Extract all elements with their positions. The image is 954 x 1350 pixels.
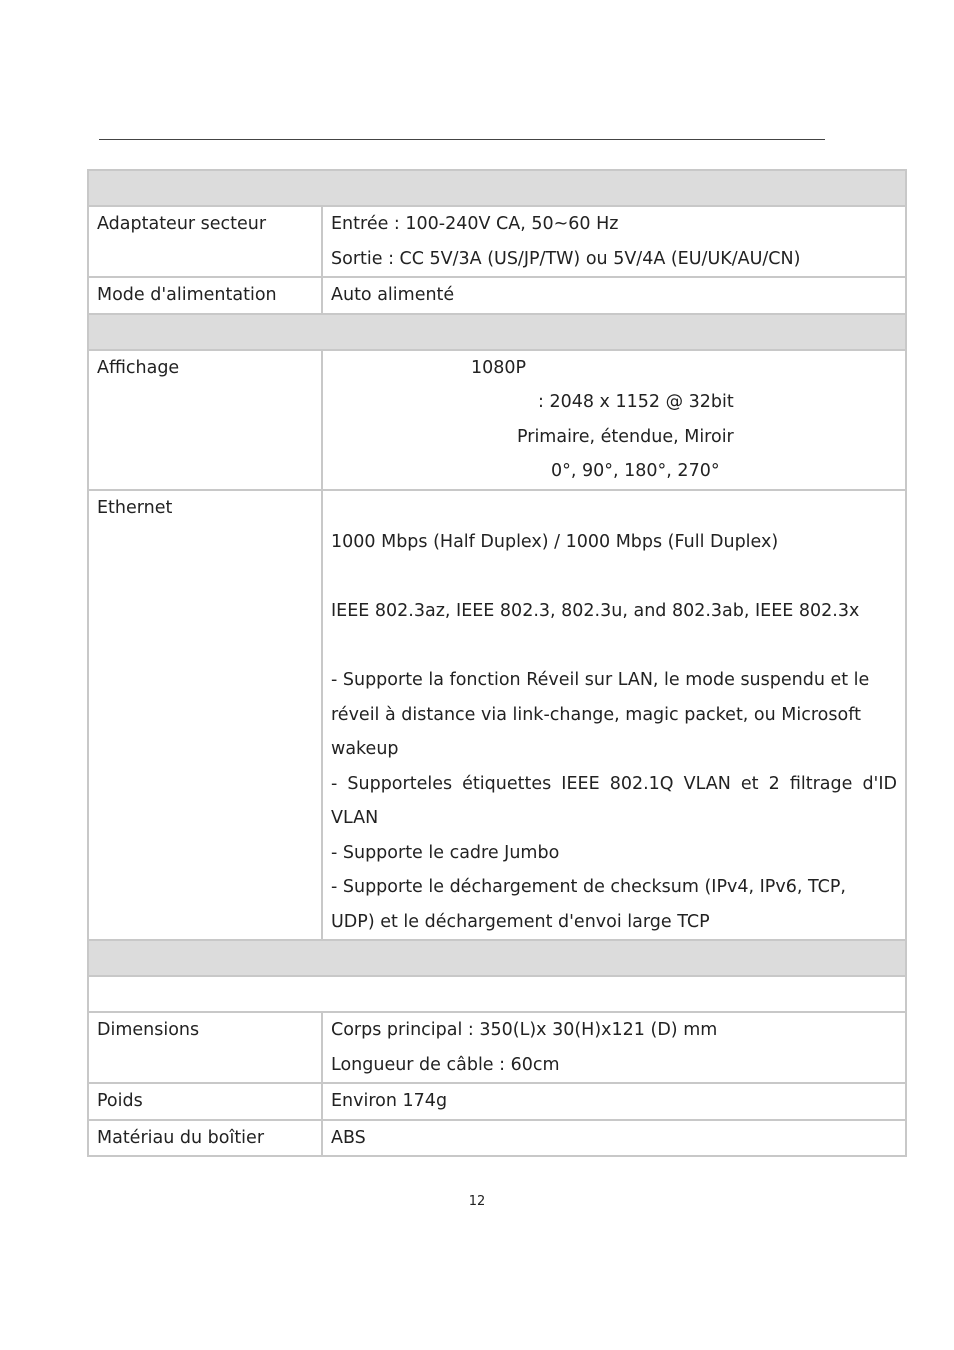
display-rotation-value: 0°, 90°, 180°, 270° (551, 461, 720, 481)
page-number: 12 (468, 1194, 486, 1209)
table-row-ethernet (88, 490, 906, 941)
spec-table (87, 169, 907, 1157)
display-modes-value: Primaire, étendue, Miroir (517, 426, 734, 447)
ethernet-feature-line: wakeup (331, 739, 399, 759)
row-label: Affichage (97, 357, 180, 378)
material-value: ABS (331, 1127, 366, 1148)
table-row-power-mode (88, 277, 906, 314)
ethernet-feature-line: - Supporte le cadre Jumbo (331, 842, 560, 863)
power-output-value: Sortie : CC 5V/3A (US/JP/TW) ou 5V/4A (EU/UK/AU/CN) (331, 248, 801, 269)
table-row-weight (88, 1083, 906, 1120)
dimensions-cable-value: Longueur de câble : 60cm (331, 1054, 560, 1075)
header-rule (99, 139, 825, 140)
section-header-display (88, 314, 906, 350)
table-row-display (88, 350, 906, 490)
table-row-power-adapter (88, 206, 906, 277)
ethernet-feature-line: - Supporteles étiquettes IEEE 802.1Q VLAN et 2 filtrage d'ID (331, 773, 897, 794)
table-row-blank (88, 976, 906, 1012)
section-header-physical (88, 940, 906, 976)
row-label: Matériau du boîtier (97, 1127, 265, 1148)
ethernet-feature-line: - Supporte la fonction Réveil sur LAN, le mode suspendu et le (331, 670, 870, 690)
display-resolution-value: 1080P (471, 357, 527, 378)
ethernet-feature-line: UDP) et le déchargement d'envoi large TCP (331, 911, 710, 932)
row-label: Poids (97, 1091, 143, 1111)
weight-value: Environ 174g (331, 1091, 448, 1111)
row-label: Adaptateur secteur (97, 214, 267, 234)
dimensions-body-value: Corps principal : 350(L)x 30(H)x121 (D) mm (331, 1020, 718, 1040)
ethernet-feature-line: VLAN (331, 808, 379, 828)
ethernet-feature-line: réveil à distance via link-change, magic packet, ou Microsoft (331, 704, 861, 725)
table-row-dimensions (88, 1012, 906, 1083)
power-input-value: Entrée : 100-240V CA, 50~60 Hz (331, 214, 619, 234)
display-max-resolution-value: : 2048 x 1152 @ 32bit (538, 392, 734, 412)
ethernet-speed-value: 1000 Mbps (Half Duplex) / 1000 Mbps (Full Duplex) (331, 532, 779, 552)
row-label: Ethernet (97, 497, 173, 518)
ethernet-feature-line: - Supporte le déchargement de checksum (IPv4, IPv6, TCP, (331, 877, 846, 897)
table-row-material (88, 1120, 906, 1157)
row-label: Mode d'alimentation (97, 285, 277, 305)
section-header-power (88, 170, 906, 206)
power-mode-value: Auto alimenté (331, 285, 455, 305)
ethernet-standards-value: IEEE 802.3az, IEEE 802.3, 802.3u, and 802.3ab, IEEE 802.3x (331, 601, 860, 621)
row-label: Dimensions (97, 1020, 200, 1040)
